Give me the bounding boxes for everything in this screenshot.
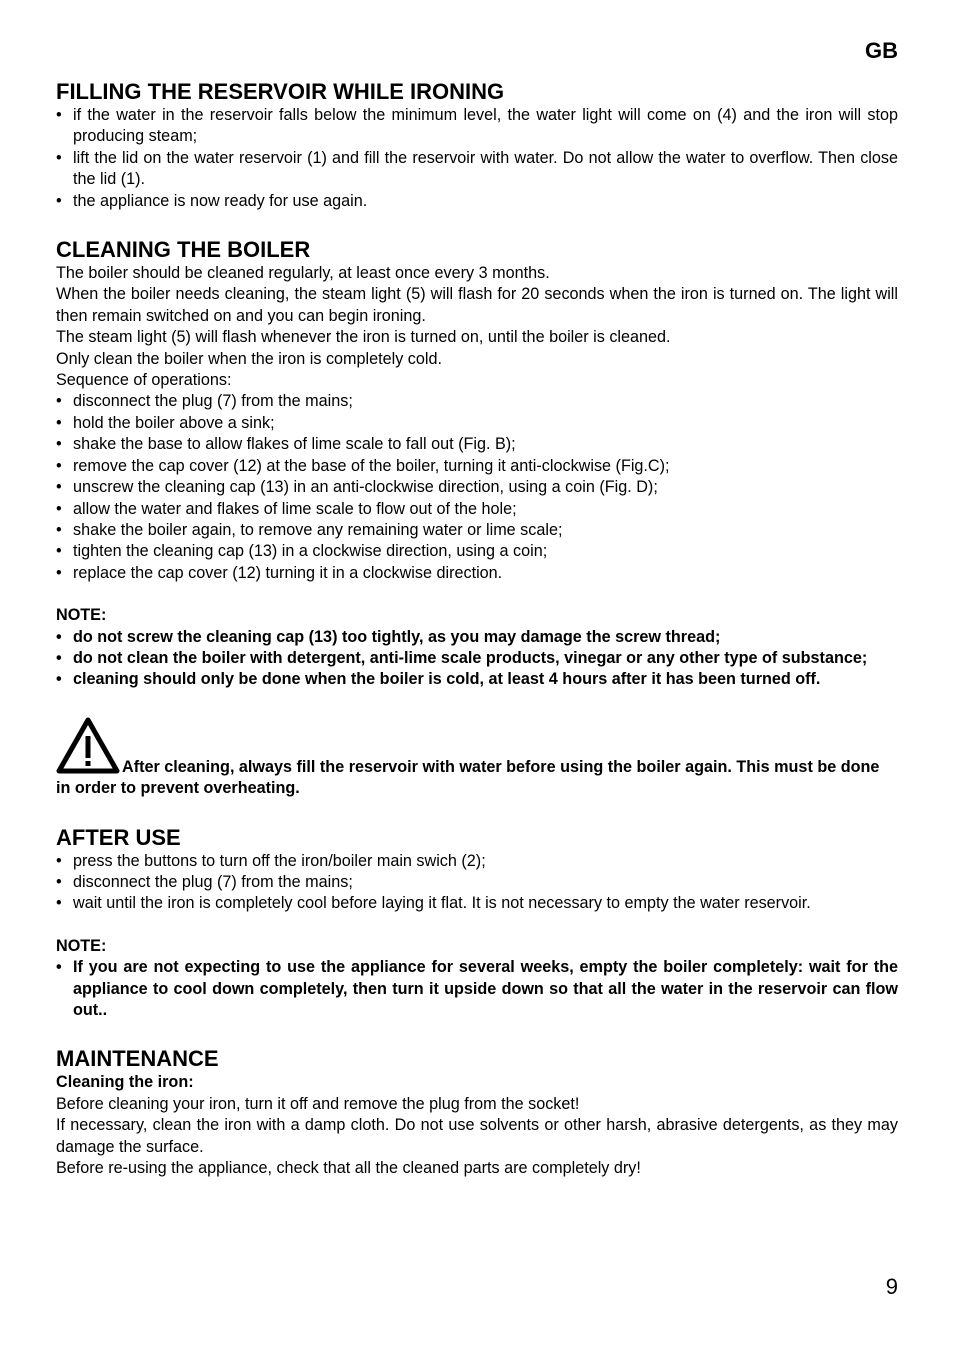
- list-item: • tighten the cleaning cap (13) in a clockwise direction, using a coin;: [56, 541, 898, 562]
- paragraph: When the boiler needs cleaning, the steam light (5) will flash for 20 seconds when the iron is turned on. The light will then remain switched on and you can begin ironing.: [56, 285, 898, 325]
- section-title-after-use: AFTER USE: [56, 824, 181, 850]
- language-code: GB: [865, 38, 898, 63]
- note-label: NOTE:: [56, 936, 107, 955]
- list-item: • do not screw the cleaning cap (13) too tightly, as you may damage the screw thread;: [56, 627, 898, 648]
- paragraph: Before re-using the appliance, check that all the cleaned parts are completely dry!: [56, 1159, 641, 1178]
- warning-triangle-icon: [56, 717, 120, 774]
- section-title-boiler: CLEANING THE BOILER: [56, 237, 311, 263]
- after-use-notes-list: [56, 957, 898, 1021]
- section-title-filling: FILLING THE RESERVOIR WHILE IRONING: [56, 79, 505, 104]
- paragraph: The steam light (5) will flash whenever the iron is turned on, until the boiler is cleaned.: [56, 328, 671, 347]
- list-item: • unscrew the cleaning cap (13) in an anti-clockwise direction, using a coin (Fig. D);: [56, 477, 898, 498]
- list-item: • remove the cap cover (12) at the base of the boiler, turning it anti-clockwise (Fig.C);: [56, 456, 898, 477]
- paragraph: Before cleaning your iron, turn it off and remove the plug from the socket!: [56, 1094, 580, 1113]
- list-item: • lift the lid on the water reservoir (1) and fill the reservoir with water. Do not allow the water to overflow. Then close the lid (1).: [56, 148, 898, 191]
- list-item: • shake the boiler again, to remove any remaining water or lime scale;: [56, 520, 898, 541]
- paragraph: Only clean the boiler when the iron is completely cold.: [56, 349, 443, 368]
- boiler-notes-list: [56, 627, 898, 691]
- list-item: • the appliance is now ready for use again.: [56, 191, 898, 212]
- paragraph: The boiler should be cleaned regularly, at least once every 3 months.: [56, 264, 550, 283]
- list-item: • If you are not expecting to use the appliance for several weeks, empty the boiler completely: wait for the appliance to cool down completely, then turn it upside down so that all the water in the reservoir can flow out..: [56, 957, 898, 1021]
- list-item: • replace the cap cover (12) turning it in a clockwise direction.: [56, 563, 898, 584]
- boiler-steps-list: [56, 391, 898, 584]
- page-content: [56, 79, 898, 1179]
- note-label: NOTE:: [56, 606, 107, 625]
- warning-text: After cleaning, always fill the reservoir with water before using the boiler again. This must be done in order to prevent overheating.: [56, 757, 880, 798]
- subsection-title: Cleaning the iron:: [56, 1073, 194, 1092]
- page-number: 9: [885, 1274, 898, 1299]
- paragraph: If necessary, clean the iron with a damp cloth. Do not use solvents or other harsh, abrasive detergents, as they may damage the surface.: [56, 1116, 898, 1156]
- after-use-list: [56, 851, 898, 915]
- section-title-maintenance: MAINTENANCE: [56, 1046, 219, 1072]
- list-item: • hold the boiler above a sink;: [56, 413, 898, 434]
- list-item: • shake the base to allow flakes of lime scale to fall out (Fig. B);: [56, 434, 898, 455]
- list-item: • if the water in the reservoir falls below the minimum level, the water light will come on (4) and the iron will stop producing steam;: [56, 105, 898, 148]
- list-item: • cleaning should only be done when the boiler is cold, at least 4 hours after it has been turned off.: [56, 669, 898, 690]
- list-item: • do not clean the boiler with detergent, anti-lime scale products, vinegar or any other type of substance;: [56, 648, 898, 669]
- list-item: • press the buttons to turn off the iron/boiler main swich (2);: [56, 851, 898, 872]
- list-item: • wait until the iron is completely cool before laying it flat. It is not necessary to empty the water reservoir.: [56, 893, 898, 914]
- list-item: • allow the water and flakes of lime scale to flow out of the hole;: [56, 499, 898, 520]
- warning-text-line: [56, 717, 898, 800]
- paragraph: Sequence of operations:: [56, 371, 232, 390]
- warning-block: [56, 717, 898, 800]
- list-item: • disconnect the plug (7) from the mains;: [56, 872, 898, 893]
- filling-list: [56, 105, 898, 212]
- list-item: • disconnect the plug (7) from the mains;: [56, 391, 898, 412]
